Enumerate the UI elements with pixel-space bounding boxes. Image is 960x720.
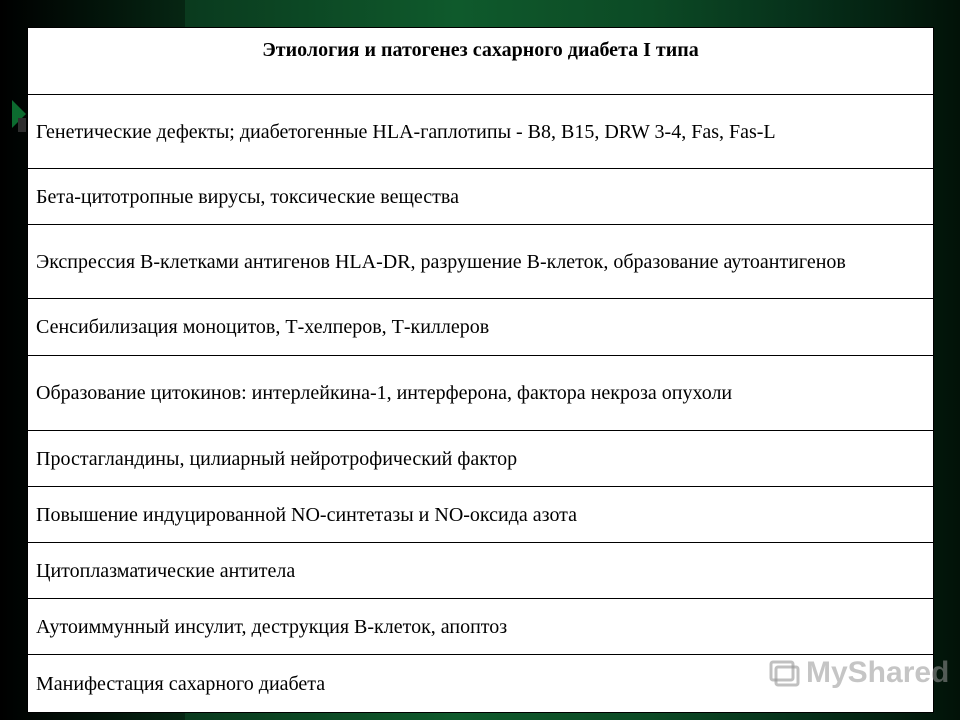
table-row — [28, 543, 934, 599]
table-row — [28, 431, 934, 487]
etiology-table-container — [27, 27, 933, 712]
row-text: Аутоиммунный инсулит, деструкция В-клеток, апоптоз — [36, 615, 508, 638]
table-row — [28, 299, 934, 356]
table-row — [28, 356, 934, 431]
row-text: Цитоплазматические антитела — [36, 559, 296, 582]
watermark-text: MyShared — [806, 656, 950, 689]
row-text: Генетические дефекты; диабетогенные HLA-гаплотипы - В8, В15, DRW 3-4, Fas, Fas-L — [36, 120, 776, 143]
table-row — [28, 95, 934, 169]
table-row — [28, 599, 934, 655]
row-text: Простагландины, цилиарный нейротрофический фактор — [36, 447, 518, 470]
row-text: Манифестация сахарного диабета — [36, 672, 326, 695]
row-text: Сенсибилизация моноцитов, Т-хелперов, Т-киллеров — [36, 316, 490, 338]
row-text: Повышение индуцированной NO-синтетазы и NO-оксида азота — [36, 503, 578, 526]
row-text: Бета-цитотропные вирусы, токсические вещества — [36, 185, 459, 208]
table-row — [28, 487, 934, 543]
row-text: Образование цитокинов: интерлейкина-1, интерферона, фактора некроза опухоли — [36, 382, 733, 404]
row-text: Экспрессия В-клетками антигенов HLA-DR, разрушение В-клеток, образование аутоантигенов — [36, 250, 846, 273]
table-title: Этиология и патогенез сахарного диабета I типа — [28, 28, 934, 95]
table-row — [28, 225, 934, 299]
decorative-bar — [18, 118, 26, 132]
table-row — [28, 169, 934, 225]
etiology-table — [27, 27, 934, 713]
table-row — [28, 655, 934, 713]
